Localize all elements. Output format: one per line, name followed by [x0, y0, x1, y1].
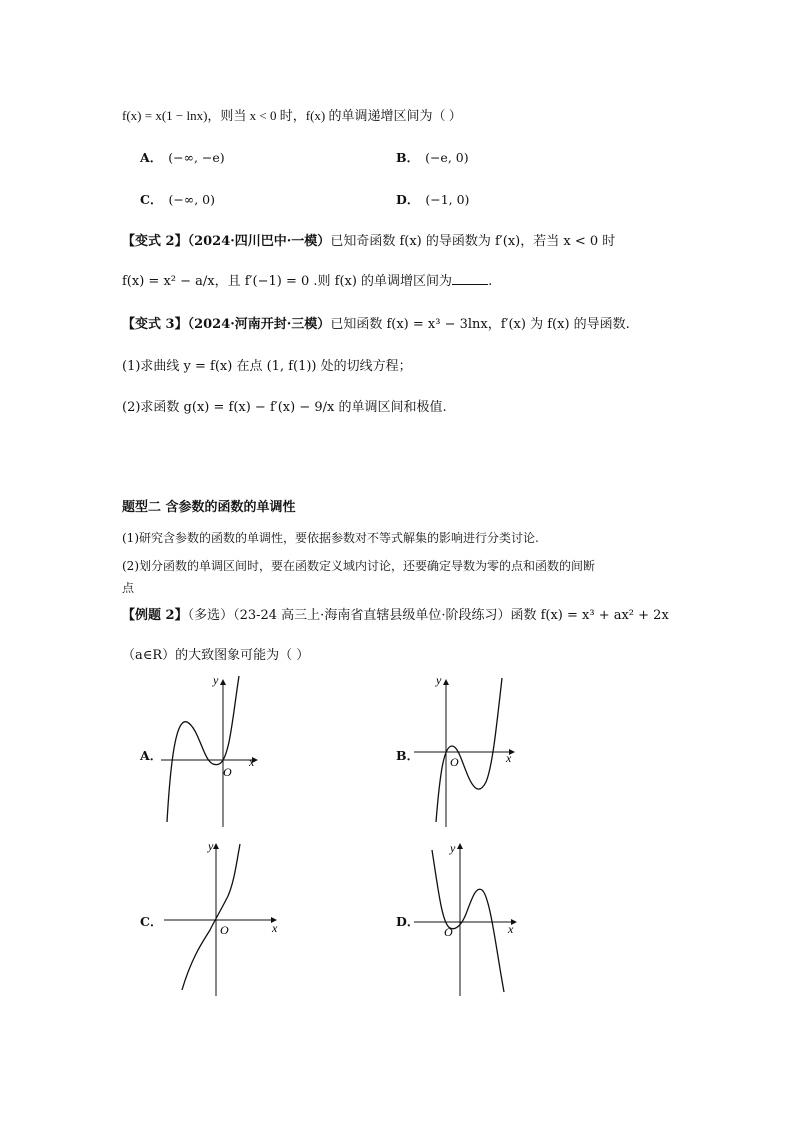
x-label: x — [508, 922, 514, 936]
x-label: x — [249, 755, 255, 769]
y-label: y — [436, 673, 442, 687]
x-label: x — [272, 921, 278, 935]
y-label: y — [213, 673, 219, 687]
graph-d — [410, 838, 526, 998]
graph-a — [155, 672, 265, 832]
curve — [432, 850, 504, 992]
graph-a-label[interactable]: A． — [140, 748, 163, 763]
section2-note2: (2)划分函数的单调区间时，要在函数定义域内讨论，还要确定导数为零的点和函数的间断 — [122, 559, 596, 573]
curve — [182, 844, 240, 990]
variant2-line1: 【变式 2】（2024·四川巴中·一模）已知奇函数 f(x) 的导函数为 f′(x)，若当 x < 0 时 — [122, 234, 616, 249]
q1-option-c[interactable]: C． (−∞, 0) — [140, 192, 215, 207]
origin-label: O — [220, 923, 229, 937]
y-label: y — [450, 841, 456, 855]
q1-option-d[interactable]: D． (−1, 0) — [396, 192, 470, 207]
variant2-line2: f(x) = x² − a/x，且 f′(−1) = 0 .则 f(x) 的单调增区间为 . — [122, 274, 493, 289]
graph-b-label[interactable]: B． — [396, 748, 420, 763]
graph-d-label[interactable]: D． — [396, 914, 420, 929]
variant3-part1: (1)求曲线 y = f(x) 在点 (1, f(1)) 处的切线方程； — [122, 359, 412, 374]
graph-c — [160, 838, 284, 998]
q1-option-a[interactable]: A． (−∞, −e) — [140, 150, 225, 165]
example2-line2: （a∈R）的大致图象可能为（ ） — [122, 648, 310, 663]
q1-stem: f(x) = x(1 − lnx)，则当 x < 0 时，f(x) 的单调递增区间为（ ） — [122, 108, 462, 123]
variant3-part2: (2)求函数 g(x) = f(x) − f′(x) − 9/x 的单调区间和极值. — [122, 400, 447, 415]
graph-b — [410, 672, 520, 832]
variant3-line1: 【变式 3】（2024·河南开封·三模）已知函数 f(x) = x³ − 3lnx，f′(x) 为 f(x) 的导函数. — [122, 317, 630, 332]
answer-blank[interactable] — [452, 272, 488, 285]
example2-line1: 【例题 2】（多选）（23-24 高三上·海南省直辖县级单位·阶段练习）函数 f(x) = x³ + ax² + 2x — [122, 608, 669, 623]
section2-note3: 点 — [122, 581, 135, 595]
graph-c-label[interactable]: C． — [140, 914, 163, 929]
section2-title: 题型二 含参数的函数的单调性 — [122, 500, 296, 515]
q1-option-b[interactable]: B． (−e, 0) — [396, 150, 469, 165]
x-label: x — [506, 751, 512, 765]
origin-label: O — [450, 755, 459, 769]
origin-label: O — [444, 925, 453, 939]
section2-note1: (1)研究含参数的函数的单调性，要依据参数对不等式解集的影响进行分类讨论. — [122, 531, 539, 545]
y-label: y — [208, 839, 214, 853]
origin-label: O — [223, 765, 232, 779]
curve — [167, 676, 239, 822]
